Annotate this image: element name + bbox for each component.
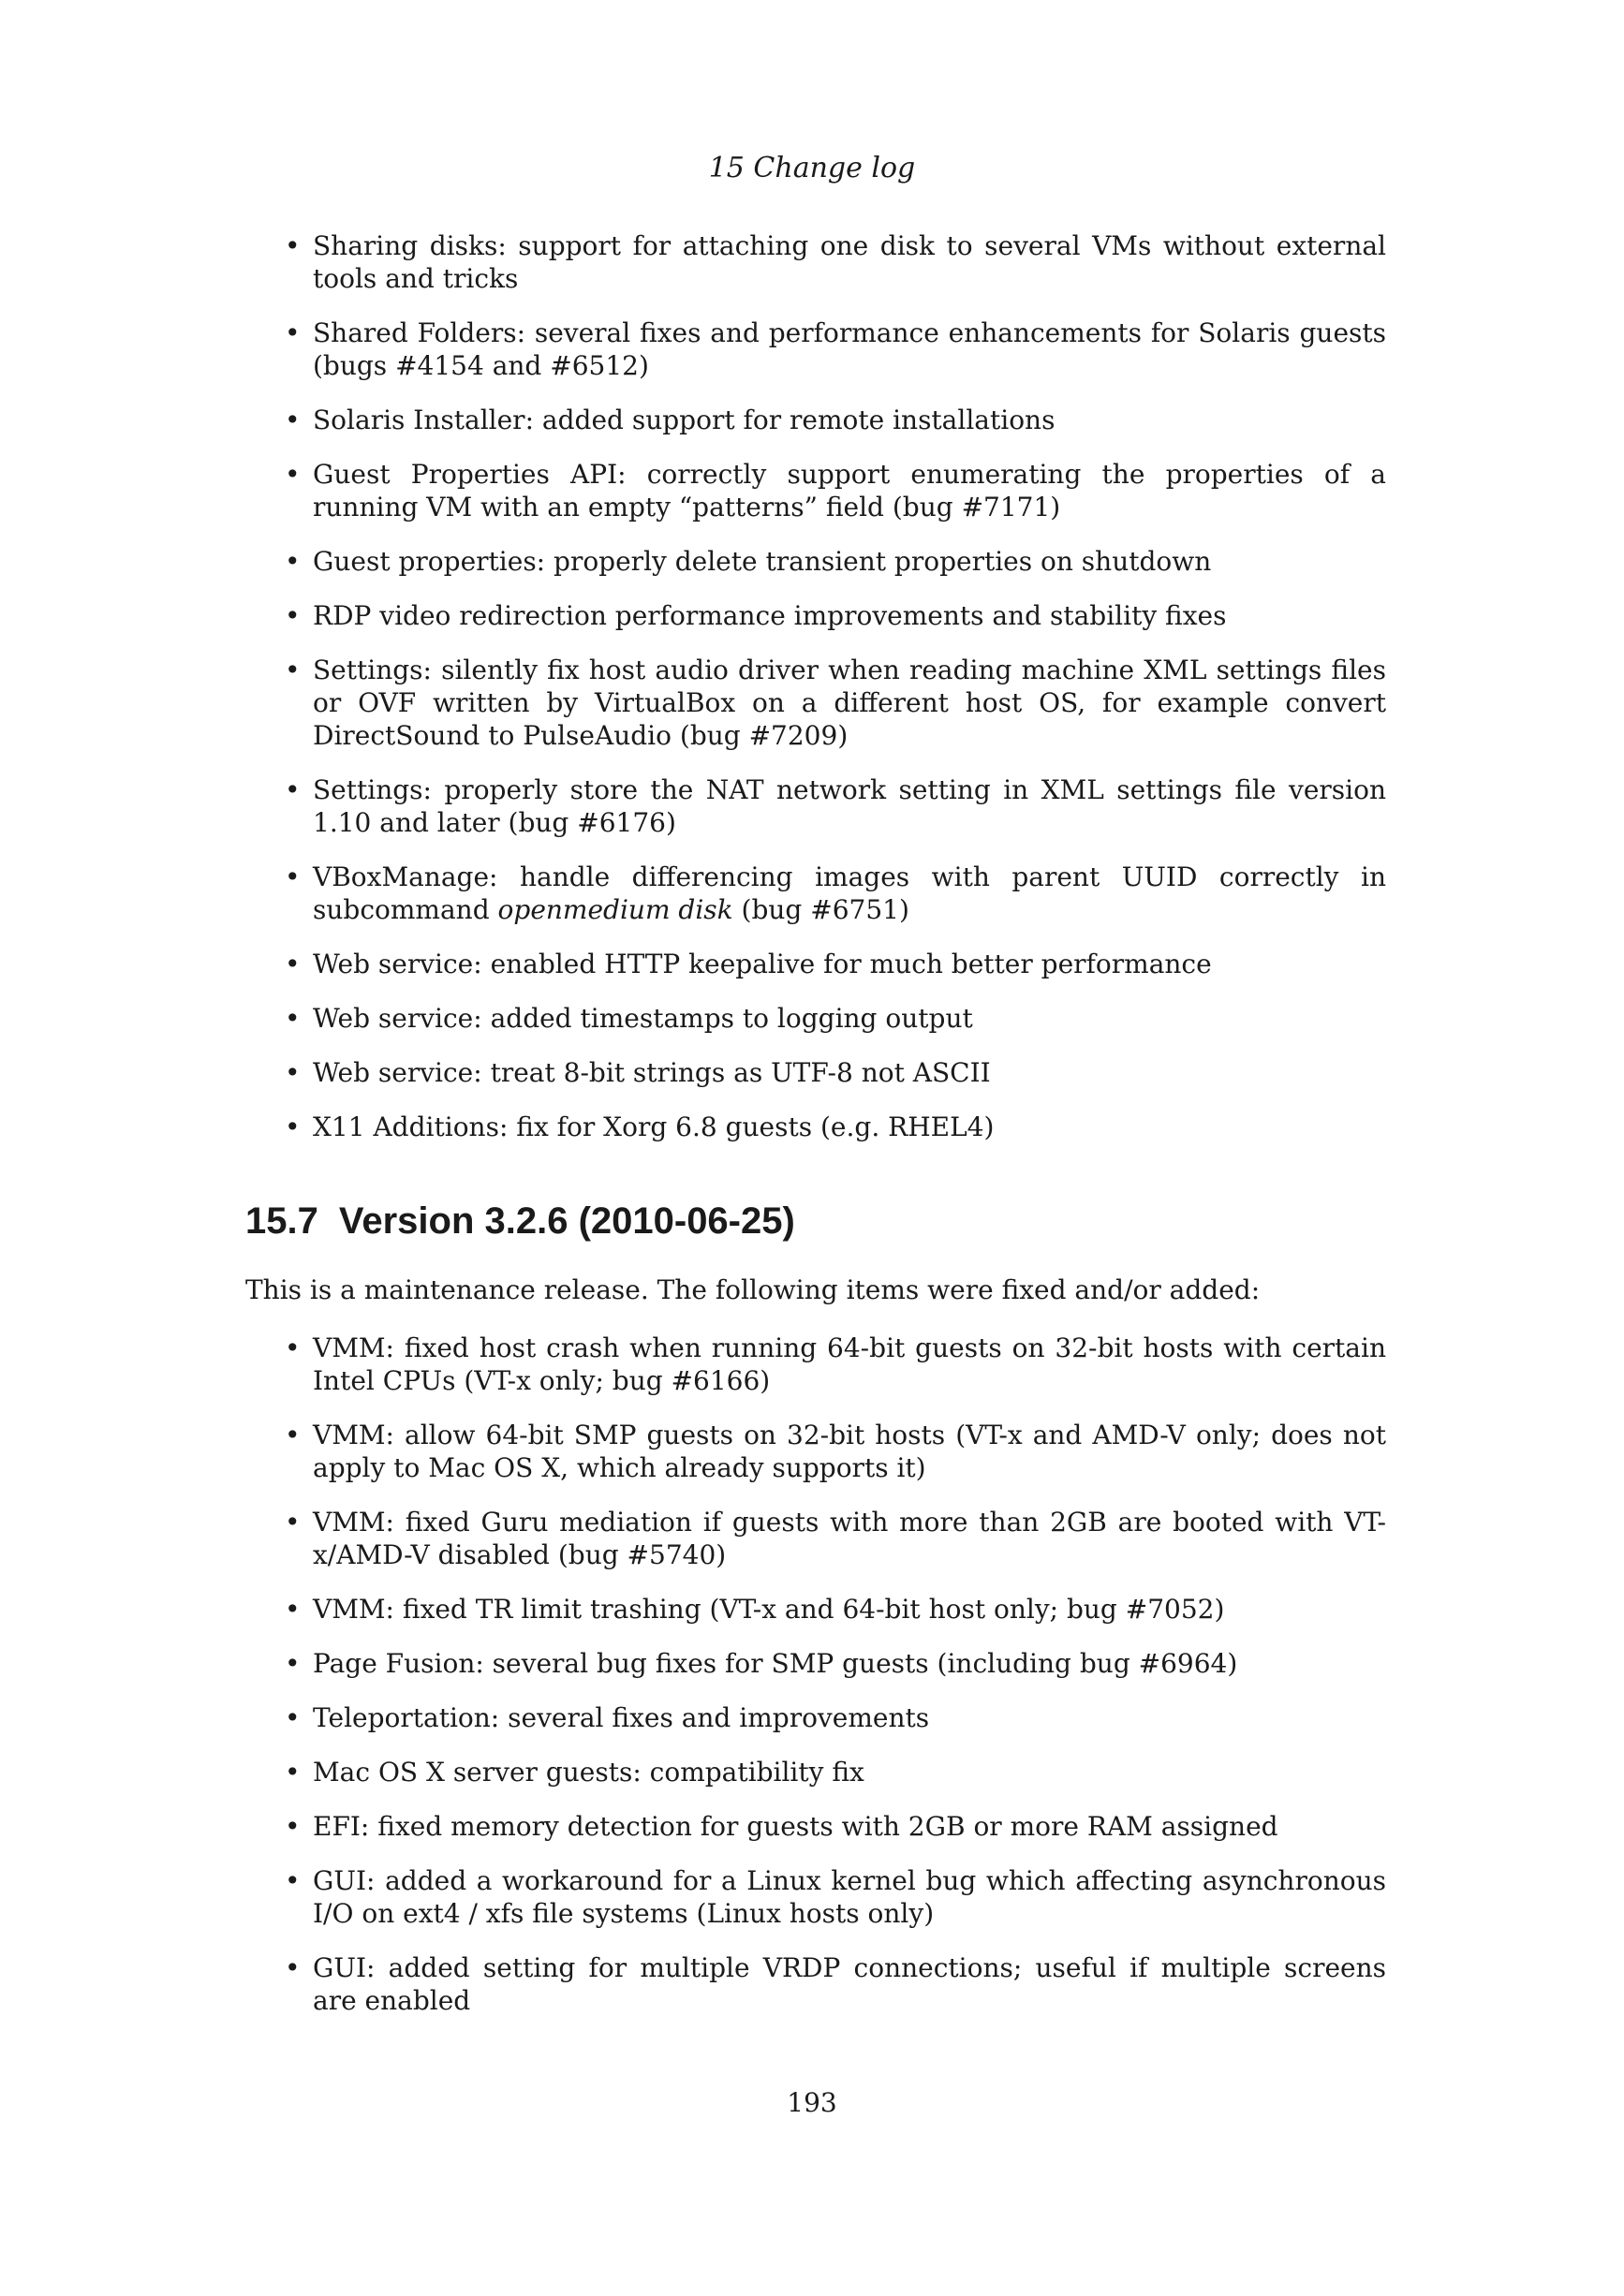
bullet-icon: • [285, 1332, 301, 1363]
list-item [245, 1506, 1386, 1571]
bullet-icon: • [285, 1594, 301, 1625]
list-item-text: X11 Additions: fix for Xorg 6.8 guests (e.g. RHEL4) [313, 1111, 995, 1142]
list-item-text: GUI: added a workaround for a Linux kernel bug which affecting asynchronous I/O on ext4 / xfs file systems (Linux hosts only) [313, 1865, 1386, 1929]
list-item [245, 1864, 1386, 1930]
list-item [245, 1111, 1386, 1143]
list-item-text: VMM: fixed TR limit trashing (VT-x and 64-bit host only; bug #7052) [313, 1594, 1225, 1625]
bullet-icon: • [285, 546, 301, 577]
page-number: 193 [787, 2087, 837, 2118]
section-heading [245, 1197, 795, 1245]
list-item-text: VMM: fixed Guru mediation if guests with more than 2GB are booted with VT-x/AMD-V disabled (bug #5740) [313, 1507, 1386, 1570]
list-item [245, 458, 1386, 523]
list-item-text-start: VBoxManage: handle differencing images with parent UUID correctly in subcommand [313, 861, 1386, 925]
list-item [245, 1810, 1386, 1843]
running-header: 15 Change log [708, 152, 916, 184]
bullet-icon: • [285, 949, 301, 979]
list-item [245, 1951, 1386, 2017]
bullet-icon: • [285, 1811, 301, 1842]
list-item-text: Mac OS X server guests: compatibility fix [313, 1757, 864, 1788]
list-item-text: Settings: properly store the NAT network setting in XML settings file version 1.10 and later (bug #6176) [313, 774, 1386, 838]
list-item-text: RDP video redirection performance improvements and stability fixes [313, 600, 1227, 631]
list-item-text: Web service: treat 8-bit strings as UTF-8 not ASCII [313, 1057, 991, 1088]
list-item-text: Guest properties: properly delete transient properties on shutdown [313, 546, 1212, 577]
list-item-text: Web service: added timestamps to logging output [313, 1003, 973, 1034]
bullet-icon: • [285, 1003, 301, 1034]
bullet-icon: • [285, 1057, 301, 1088]
bullet-icon: • [285, 405, 301, 435]
list-item-text: Settings: silently fix host audio driver when reading machine XML settings files or OVF written by VirtualBox on a different host OS, for example convert DirectSound to PulseAudio (bug #7209) [313, 655, 1386, 751]
list-item-text-end: (bug #6751) [732, 894, 909, 925]
list-item [245, 1756, 1386, 1788]
list-item [245, 599, 1386, 632]
list-item-text: VMM: allow 64-bit SMP guests on 32-bit hosts (VT-x and AMD-V only; does not apply to Mac OS X, which already supports it) [313, 1420, 1386, 1483]
changelog-list-previous [245, 229, 1386, 1165]
bullet-icon: • [285, 1648, 301, 1679]
section-number: 15.7 [245, 1200, 318, 1242]
bullet-icon: • [285, 774, 301, 805]
section-intro: This is a maintenance release. The following items were fixed and/or added: [245, 1274, 1261, 1305]
list-item [245, 1647, 1386, 1680]
list-item-text: Shared Folders: several fixes and performance enhancements for Solaris guests (bugs #4154 and #6512) [313, 317, 1386, 381]
list-item [245, 404, 1386, 436]
list-item [245, 1419, 1386, 1484]
list-item-text: Sharing disks: support for attaching one disk to several VMs without external tools and tricks [313, 230, 1386, 294]
bullet-icon: • [285, 1111, 301, 1142]
bullet-icon: • [285, 600, 301, 631]
list-item [245, 948, 1386, 980]
list-item [245, 316, 1386, 382]
bullet-icon: • [285, 1420, 301, 1450]
list-item [245, 1056, 1386, 1089]
bullet-icon: • [285, 655, 301, 685]
list-item [245, 545, 1386, 578]
bullet-icon: • [285, 459, 301, 490]
list-item [245, 1593, 1386, 1626]
bullet-icon: • [285, 1702, 301, 1733]
bullet-icon: • [285, 861, 301, 892]
bullet-icon: • [285, 317, 301, 348]
list-item-text: VMM: fixed host crash when running 64-bit guests on 32-bit hosts with certain Intel CPUs (VT-x only; bug #6166) [313, 1332, 1386, 1396]
list-item [245, 654, 1386, 752]
list-item-text: Page Fusion: several bug fixes for SMP guests (including bug #6964) [313, 1648, 1238, 1679]
list-item-text: Teleportation: several fixes and improvements [313, 1702, 930, 1733]
list-item [245, 229, 1386, 295]
bullet-icon: • [285, 230, 301, 261]
bullet-icon: • [285, 1757, 301, 1788]
list-item [245, 1002, 1386, 1035]
changelog-list-3-2-6 [245, 1332, 1386, 2038]
section-title: Version 3.2.6 (2010-06-25) [338, 1200, 795, 1242]
list-item-text: EFI: fixed memory detection for guests with 2GB or more RAM assigned [313, 1811, 1278, 1842]
list-item [245, 1701, 1386, 1734]
list-item-text: Solaris Installer: added support for remote installations [313, 405, 1056, 435]
list-item-text: Guest Properties API: correctly support enumerating the properties of a running VM with an empty “patterns” field (bug #7171) [313, 459, 1386, 522]
list-item [245, 861, 1386, 926]
bullet-icon: • [285, 1507, 301, 1538]
bullet-icon: • [285, 1952, 301, 1983]
bullet-icon: • [285, 1865, 301, 1896]
list-item [245, 773, 1386, 839]
list-item-text: Web service: enabled HTTP keepalive for much better performance [313, 949, 1212, 979]
list-item [245, 1332, 1386, 1397]
list-item-text: GUI: added setting for multiple VRDP connections; useful if multiple screens are enabled [313, 1952, 1386, 2016]
command-name: openmedium disk [497, 894, 733, 925]
